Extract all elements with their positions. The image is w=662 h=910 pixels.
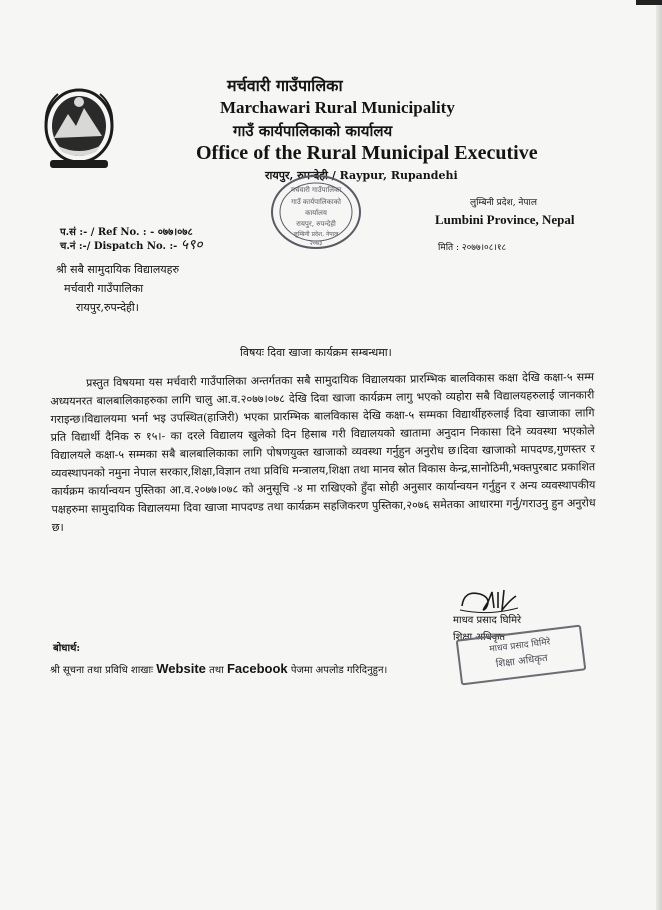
letter-body [50, 368, 596, 537]
letter-date: मिति : २०७७।०८।१८ [438, 243, 507, 253]
recipient-line-3: रायपुर,रुपन्देही। [76, 301, 139, 314]
recipient-line-2: मर्चवारी गाउँपालिका [64, 282, 144, 295]
signatory-title: शिक्षा अधिकृत [453, 632, 506, 643]
svg-text:२०७३: २०७३ [309, 240, 323, 247]
nepal-emblem-logo [44, 86, 114, 172]
office-seal-stamp [268, 172, 364, 252]
name-stamp-title: शिक्षा अधिकृत [495, 652, 549, 671]
cc-line [50, 661, 387, 676]
recipient-line-1: श्री सबै सामुदायिक विद्यालयहरु [56, 263, 180, 276]
svg-text:लुम्बिनी प्रदेश, नेपाल: लुम्बिनी प्रदेश, नेपाल [293, 231, 339, 238]
cc-text-np-2: तथा [209, 665, 224, 676]
province-np: लुम्बिनी प्रदेश, नेपाल [470, 198, 537, 208]
province-en: Lumbini Province, Nepal [435, 212, 575, 227]
svg-text:मर्चवारी गाउँपालिका: मर्चवारी गाउँपालिका [290, 186, 342, 194]
dispatch-number-row [60, 235, 203, 254]
cc-text-np-1: श्री सूचना तथा प्रविधि शाखाः [50, 665, 154, 676]
municipality-name-np: मर्चवारी गाउँपालिका [227, 76, 343, 95]
office-name-en: Office of the Rural Municipal Executive [196, 142, 538, 164]
reference-number: प.सं :- / Ref No. : - ०७७।०७८ [60, 227, 193, 238]
body-paragraph: प्रस्तुत विषयमा यस मर्चवारी गाउँपालिका अन्तर्गतका सबै सामुदायिक विद्यालयका प्रारम्भिक बालविकास कक्षा देखि कक्षा-५ सम्म अध्ययनरत बालबालिकाहरुका लागि चालु आ.व.२०७७।०७८ देखि दिवा खाजा कार्यक्रम लागु भएको व्यहोरा सबै विद्यालयहरुलाई जानकारी गराइन्छ।विद्यालयमा भर्ना भइ उपस्थित(हाजिरी) भएका प्रारम्भिक बालविकास देखि कक्षा-५ सम्मका विद्यार्थीहरुलाई दिवा खाजाका लागि प्रति विद्यार्थी दैनिक रु १५।- का दरले विद्यालय खुलेको दिन हिसाब गरी विद्यालयको खातामा अनुदान निकासा दिने व्यवस्था भएकोले विद्यालयले कक्षा-५ सम्मका सबै बालबालिकाका लागि पोषणयुक्त खाजाको व्यवस्था गर्नुहुन अनुरोध छ।दिवा खाजाको मापदण्ड,गुणस्तर र व्यवस्थापनको नमुना नेपाल सरकार,शिक्षा,विज्ञान तथा प्रविधि मन्त्रालय,शिक्षा तथा मानव स्रोत विकास केन्द्र,सानोठिमी,भक्तपुरबाट प्रकाशित कार्यक्रम कार्यान्वयन पुस्तिका आ.व.२०७७।०७८ को अनुसूचि -४ मा राखिएको हुँदा सोही अनुसार कार्यान्वयन गर्नुहुन र अन्य व्यवस्थापकीय पक्षहरुमा सामुदायिक विद्यालयमा दिवा खाजा मापदण्ड तथा कार्यक्रम सहजिकरण पुस्तिका,२०७६ समेतका आधारमा गर्नु/गराउनु हुन अनुरोध छ। [50, 370, 596, 534]
name-stamp-name: माधव प्रसाद घिमिरे [488, 637, 551, 655]
signatory-name: माधव प्रसाद घिमिरे [453, 615, 522, 626]
scan-corner-mark [636, 0, 662, 5]
office-name-np: गाउँ कार्यपालिकाको कार्यालय [233, 122, 393, 140]
dispatch-number-handwritten: ५९० [180, 237, 203, 253]
municipality-name-en: Marchawari Rural Municipality [220, 98, 455, 117]
cc-website: Website [156, 661, 206, 676]
svg-text:कार्यालय: कार्यालय [305, 209, 327, 217]
letter-subject: विषयः दिवा खाजा कार्यक्रम सम्बन्धमा। [240, 346, 392, 359]
dispatch-label: च.नं :-/ Dispatch No. :- [60, 241, 178, 252]
office-address: रायपुर, रुपन्देही / Raypur, Rupandehi [265, 169, 458, 182]
scan-edge [656, 0, 662, 910]
cc-label: बोधार्थ: [53, 643, 81, 654]
cc-text-np-3: पेजमा अपलोड गरिदिनुहुन। [290, 665, 388, 676]
svg-text:गाउँ कार्यपालिकाको: गाउँ कार्यपालिकाको [291, 198, 341, 206]
svg-text:रायपुर, रुपन्देही: रायपुर, रुपन्देही [296, 220, 336, 228]
cc-facebook: Facebook [226, 661, 288, 676]
handwritten-signature [458, 586, 520, 614]
